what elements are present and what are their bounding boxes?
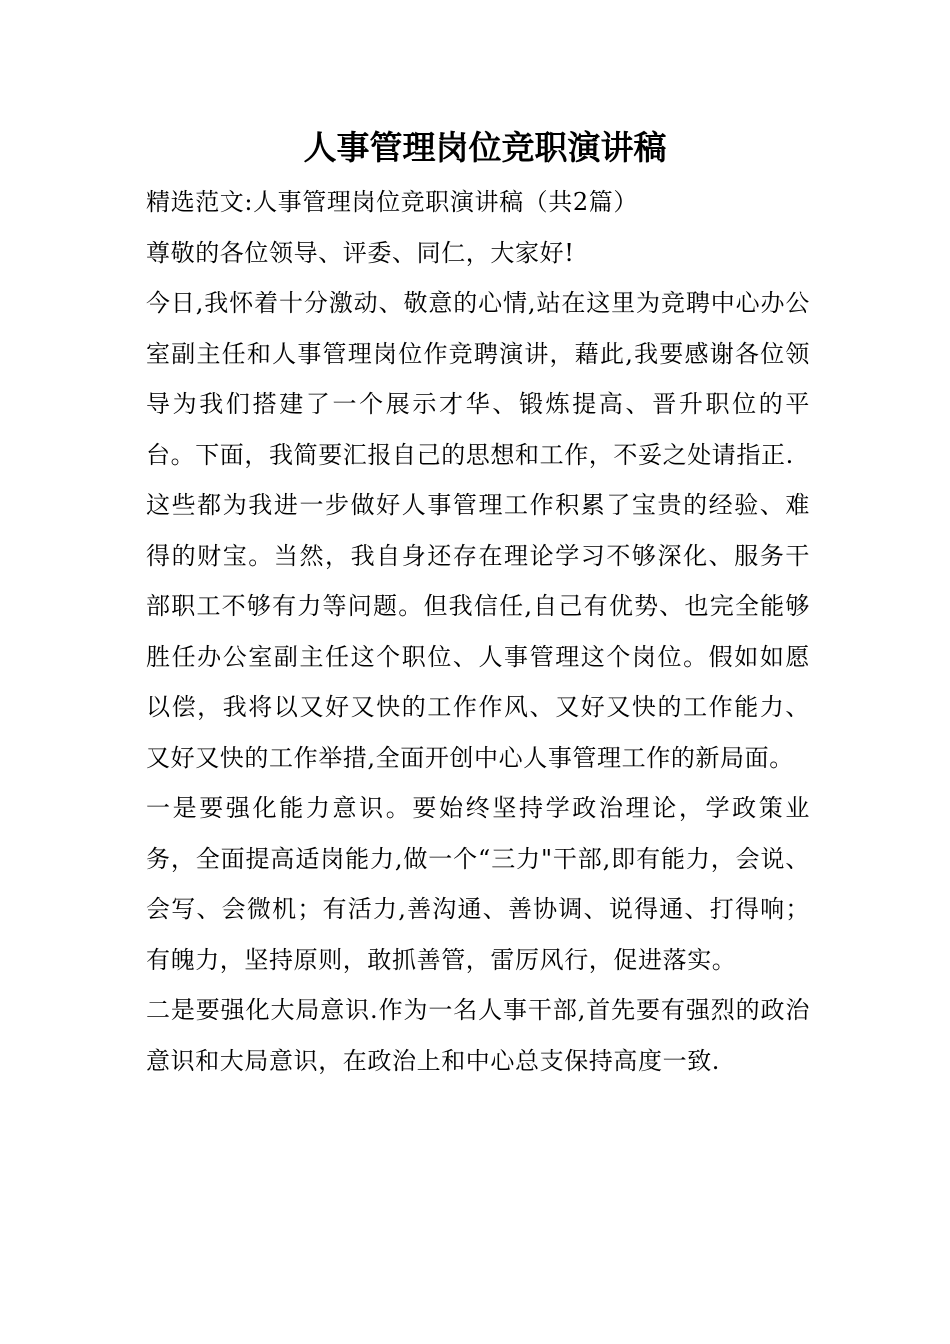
body-paragraph: 一是要强化能力意识。要始终坚持学政治理论，学政策业务，全面提高适岗能力,做一个“三力"干部,即有能力，会说、会写、会微机；有活力,善沟通、善协调、说得通、打得响；有魄力，坚持原则，敢抓善管，雷厉风行，促进落实。 bbox=[146, 794, 810, 974]
subtitle-paragraph: 精选范文:人事管理岗位竞职演讲稿（共2篇） bbox=[146, 188, 638, 216]
body-paragraph: 二是要强化大局意识.作为一名人事干部,首先要有强烈的政治意识和大局意识，在政治上和中心总支保持高度一致. bbox=[146, 996, 810, 1075]
document-body bbox=[146, 177, 810, 1086]
body-paragraph: 今日,我怀着十分激动、敬意的心情,站在这里为竞聘中心办公室副主任和人事管理岗位作竞聘演讲，藉此,我要感谢各位领导为我们搭建了一个展示才华、锻炼提高、晋升职位的平台。下面，我简要汇报自己的思想和工作，不妥之处请指正. bbox=[146, 289, 810, 469]
document-title: 人事管理岗位竞职演讲稿 bbox=[303, 128, 667, 167]
greeting-paragraph: 尊敬的各位领导、评委、同仁，大家好! bbox=[146, 238, 575, 267]
body-paragraph: 这些都为我进一步做好人事管理工作积累了宝贵的经验、难得的财宝。当然，我自身还存在理论学习不够深化、服务干部职工不够有力等问题。但我信任,自己有优势、也完全能够胜任办公室副主任这个职位、人事管理这个岗位。假如如愿以偿，我将以又好又快的工作作风、又好又快的工作能力、又好又快的工作举措,全面开创中心人事管理工作的新局面。 bbox=[146, 491, 810, 772]
